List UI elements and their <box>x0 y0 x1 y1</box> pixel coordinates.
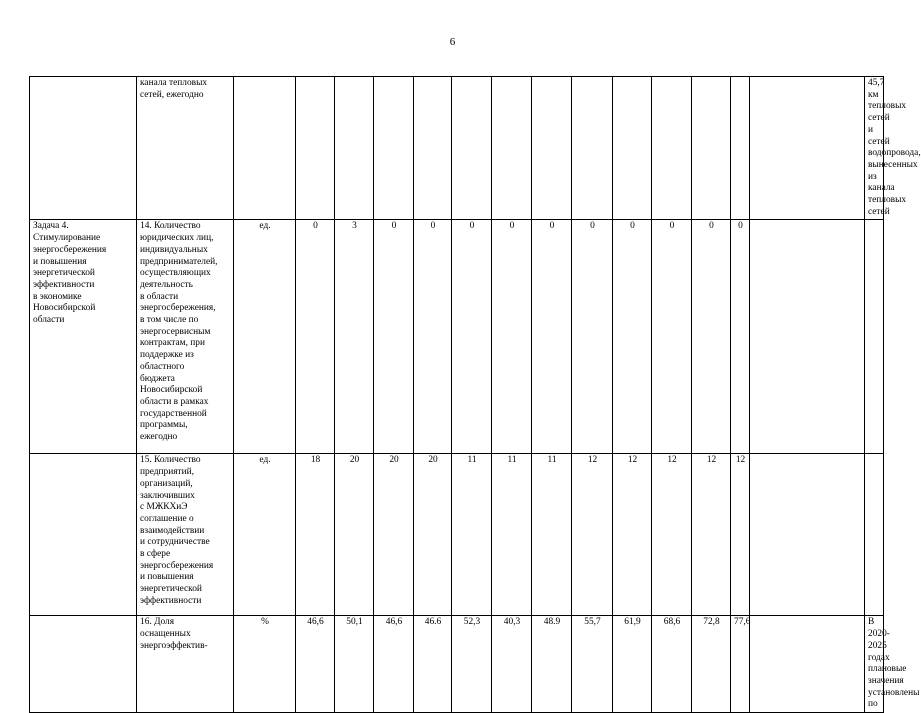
value-cell <box>296 77 335 220</box>
indicator-cell: канала тепловых сетей, ежегодно <box>137 77 234 220</box>
value-cell: 52,3 <box>452 616 492 713</box>
value-cell <box>374 77 414 220</box>
table-row <box>30 616 884 713</box>
value-cell: 0 <box>374 220 414 454</box>
value-cell: 46.6 <box>414 616 452 713</box>
value-cell: 46,6 <box>374 616 414 713</box>
value-cell: 48.9 <box>532 616 572 713</box>
value-cell <box>452 77 492 220</box>
value-cell: 11 <box>452 454 492 616</box>
value-cell: 50,1 <box>335 616 374 713</box>
value-cell <box>335 77 374 220</box>
value-cell: 0 <box>731 220 750 454</box>
value-cell: 20 <box>374 454 414 616</box>
note-cell: В 2020-2025 годах плановые значения установлены по <box>865 616 884 713</box>
page-number: 6 <box>449 36 456 48</box>
unit-cell: ед. <box>234 220 296 454</box>
value-cell: 0 <box>652 220 692 454</box>
value-cell <box>492 77 532 220</box>
value-cell <box>750 220 865 454</box>
value-cell <box>750 616 865 713</box>
value-cell: 12 <box>652 454 692 616</box>
value-cell <box>731 77 750 220</box>
note-cell <box>865 220 884 454</box>
value-cell: 68,6 <box>652 616 692 713</box>
value-cell: 77,6 <box>731 616 750 713</box>
value-cell: 0 <box>492 220 532 454</box>
table-row <box>30 220 884 454</box>
value-cell: 61,9 <box>613 616 652 713</box>
value-cell: 12 <box>731 454 750 616</box>
value-cell <box>652 77 692 220</box>
value-cell: 18 <box>296 454 335 616</box>
value-cell <box>692 77 731 220</box>
value-cell: 11 <box>492 454 532 616</box>
value-cell <box>750 454 865 616</box>
indicator-cell: 14. Количество юридических лиц, индивидуальных предпринимателей, осуществляющих деятельность в области энергосбережения, в том числе по энергосервисным контрактам, при поддержке из областного бюджета Новосибирской области в рамках государственной программы, ежегодно <box>137 220 234 454</box>
value-cell <box>750 77 865 220</box>
value-cell: 40,3 <box>492 616 532 713</box>
task-cell: Задача 4. Стимулирование энергосбережения и повышения энергетической эффективности в экономике Новосибирской области <box>30 220 137 454</box>
value-cell: 0 <box>572 220 613 454</box>
value-cell: 20 <box>414 454 452 616</box>
unit-cell: % <box>234 616 296 713</box>
indicator-cell: 16. Доля оснащенных энергоэффектив- <box>137 616 234 713</box>
value-cell: 3 <box>335 220 374 454</box>
value-cell: 12 <box>613 454 652 616</box>
value-cell: 11 <box>532 454 572 616</box>
value-cell: 72,8 <box>692 616 731 713</box>
value-cell: 0 <box>692 220 731 454</box>
value-cell: 12 <box>692 454 731 616</box>
unit-cell: ед. <box>234 454 296 616</box>
value-cell <box>414 77 452 220</box>
value-cell: 20 <box>335 454 374 616</box>
value-cell <box>532 77 572 220</box>
indicators-table <box>29 76 921 713</box>
value-cell: 0 <box>532 220 572 454</box>
value-cell <box>572 77 613 220</box>
note-cell: 45,7 км тепловых сетей и сетей водопровода, вынесенных из канала тепловых сетей <box>865 77 884 220</box>
value-cell: 0 <box>296 220 335 454</box>
table-row <box>30 77 884 220</box>
unit-cell <box>234 77 296 220</box>
value-cell: 0 <box>452 220 492 454</box>
note-cell <box>865 454 884 616</box>
value-cell: 0 <box>414 220 452 454</box>
indicator-cell: 15. Количество предприятий, организаций, заключивших с МЖКХиЭ соглашение о взаимодействии и сотрудничестве в сфере энергосбережения и повышения энергетической эффективности <box>137 454 234 616</box>
value-cell: 0 <box>613 220 652 454</box>
table-row <box>30 454 884 616</box>
value-cell: 46,6 <box>296 616 335 713</box>
task-cell <box>30 454 137 616</box>
value-cell: 55,7 <box>572 616 613 713</box>
value-cell: 12 <box>572 454 613 616</box>
task-cell <box>30 77 137 220</box>
task-cell <box>30 616 137 713</box>
value-cell <box>613 77 652 220</box>
